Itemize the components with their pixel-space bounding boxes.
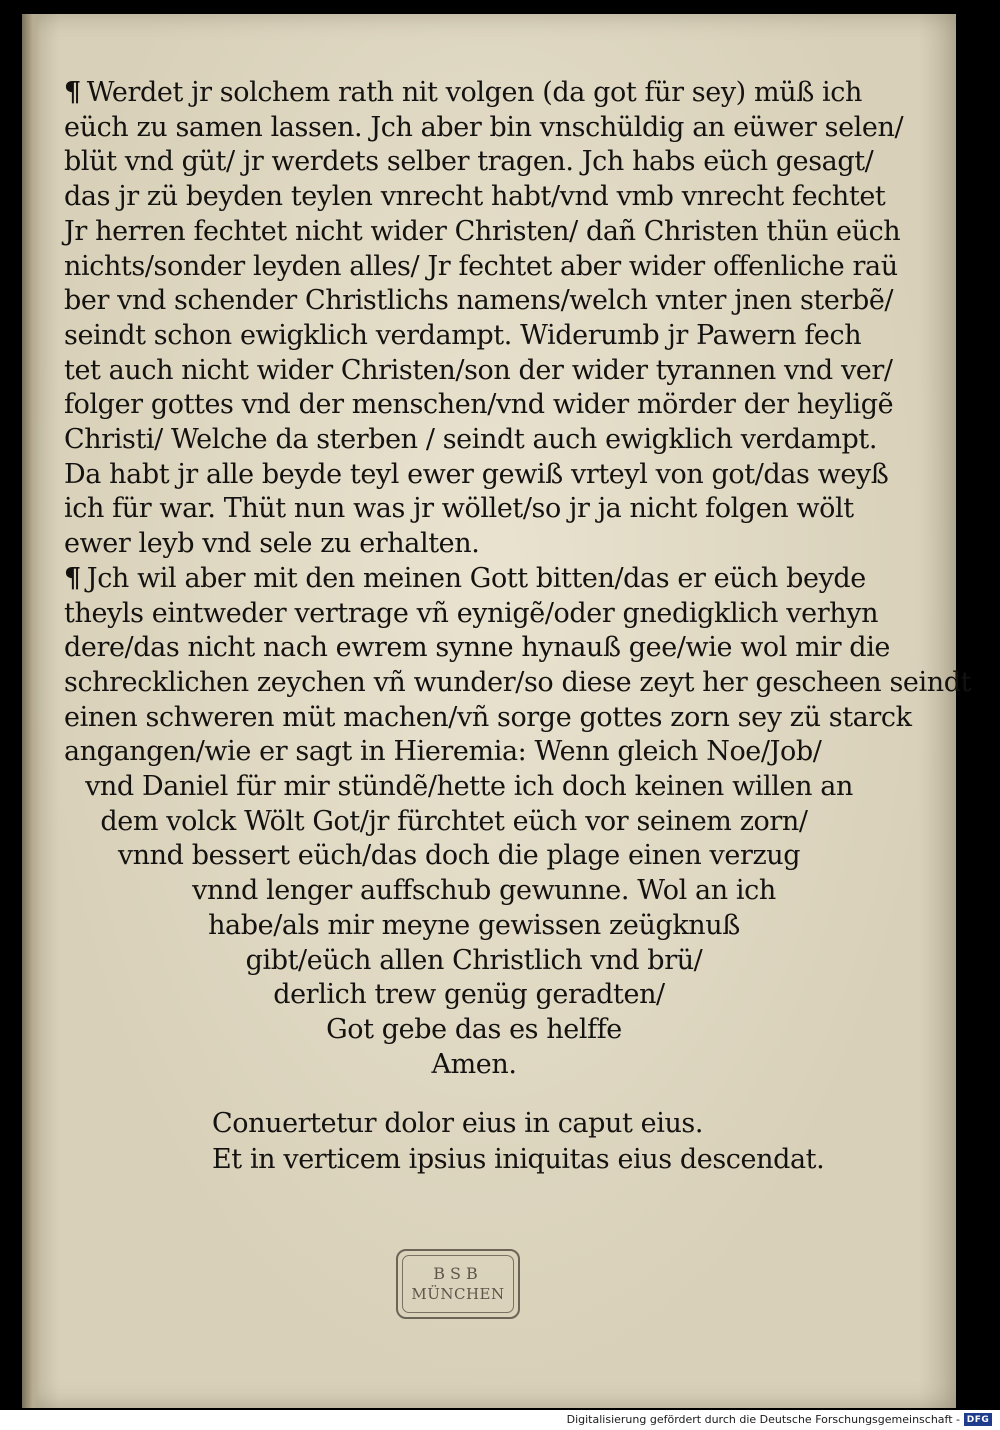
- pilcrow-icon: ¶: [64, 562, 81, 594]
- text-line: Jr herren fechtet nicht wider Christen/ dañ Christen thün eüch: [64, 215, 901, 247]
- text-line: Da habt jr alle beyde teyl ewer gewiß vrteyl von got/das weyß: [64, 458, 889, 490]
- text-line: habe/als mir meyne gewissen zeügknuß: [208, 909, 740, 941]
- text-line: gibt/eüch allen Christlich vnd brü/: [245, 944, 703, 976]
- text-line: nichts/sonder leyden alles/ Jr fechtet aber wider offenliche raü: [64, 250, 898, 282]
- pilcrow-icon: ¶: [64, 77, 81, 108]
- stamp-line-1: BSB: [433, 1264, 483, 1283]
- text-line: eüch zu samen lassen. Jch aber bin vnschüldig an eüwer selen/: [64, 111, 904, 143]
- page-gutter: [22, 14, 40, 1408]
- latin-line: Et in verticem ipsius iniquitas eius descendat.: [212, 1144, 825, 1175]
- text-line: tet auch nicht wider Christen/son der wider tyrannen vnd ver/: [64, 354, 893, 386]
- text-line: vnnd lenger auffschub gewunne. Wol an ich: [192, 875, 776, 907]
- text-line: blüt vnd güt/ jr werdets selber tragen. Jch habs eüch gesagt/: [64, 146, 874, 178]
- text-line: ewer leyb vnd sele zu erhalten.: [64, 528, 480, 560]
- text-line: Christi/ Welche da sterben / seindt auch ewigklich verdampt.: [64, 424, 878, 456]
- library-stamp: [396, 1249, 520, 1319]
- stamp-line-2: MÜNCHEN: [411, 1285, 505, 1303]
- text-line-content: Jch wil aber mit den meinen Gott bitten/das er eüch beyde: [86, 562, 866, 594]
- text-line: schrecklichen zeychen vñ wunder/so diese zeyt her gescheen seindt: [64, 666, 972, 698]
- text-line: das jr zü beyden teylen vnrecht habt/vnd vmb vnrecht fechtet: [64, 181, 886, 213]
- text-line: theyls eintweder vertrage vñ eynigẽ/oder gnedigklich verhyn: [64, 597, 879, 629]
- main-text: [64, 76, 972, 1082]
- text-line: Amen.: [431, 1048, 517, 1080]
- book-page: [22, 14, 972, 1408]
- text-line: dere/das nicht nach ewrem synne hynauß gee/wie wol mir die: [64, 632, 891, 664]
- text-line: angangen/wie er sagt in Hieremia: Wenn gleich Noe/Job/: [64, 736, 822, 768]
- text-line: vnd Daniel für mir stündẽ/hette ich doch keinen willen an: [85, 771, 853, 803]
- text-line: [64, 76, 874, 111]
- text-line: einen schweren müt machen/vñ sorge gottes zorn sey zü starck: [64, 701, 912, 733]
- text-line: ber vnd schender Christlichs namens/welch vnter jnen sterbẽ/: [64, 285, 894, 317]
- text-line: ich für war. Thüt nun was jr wöllet/so jr ja nicht folgen wölt: [64, 493, 854, 525]
- funding-credit: Digitalisierung gefördert durch die Deutsche Forschungsgemeinschaft -: [566, 1413, 960, 1426]
- text-line: folger gottes vnd der menschen/vnd wider mörder der heyligẽ: [64, 389, 894, 421]
- dfg-logo-icon[interactable]: DFG: [964, 1413, 992, 1426]
- text-line: [64, 562, 874, 597]
- text-line: seindt schon ewigklich verdampt. Widerumb jr Pawern fech: [64, 319, 862, 351]
- text-line: vnnd bessert eüch/das doch die plage einen verzug: [117, 840, 801, 872]
- latin-line: Conuertetur dolor eius in caput eius.: [212, 1108, 704, 1139]
- text-line-content: Werdet jr solchem rath nit volgen (da got für sey) müß ich: [86, 77, 862, 108]
- text-line: Got gebe das es helffe: [326, 1013, 622, 1045]
- text-line: dem volck Wölt Got/jr fürchtet eüch vor seinem zorn/: [100, 805, 808, 837]
- footer-bar: [0, 1410, 1000, 1430]
- latin-verse: [212, 1106, 852, 1178]
- text-line: derlich trew genüg geradten/: [273, 979, 665, 1011]
